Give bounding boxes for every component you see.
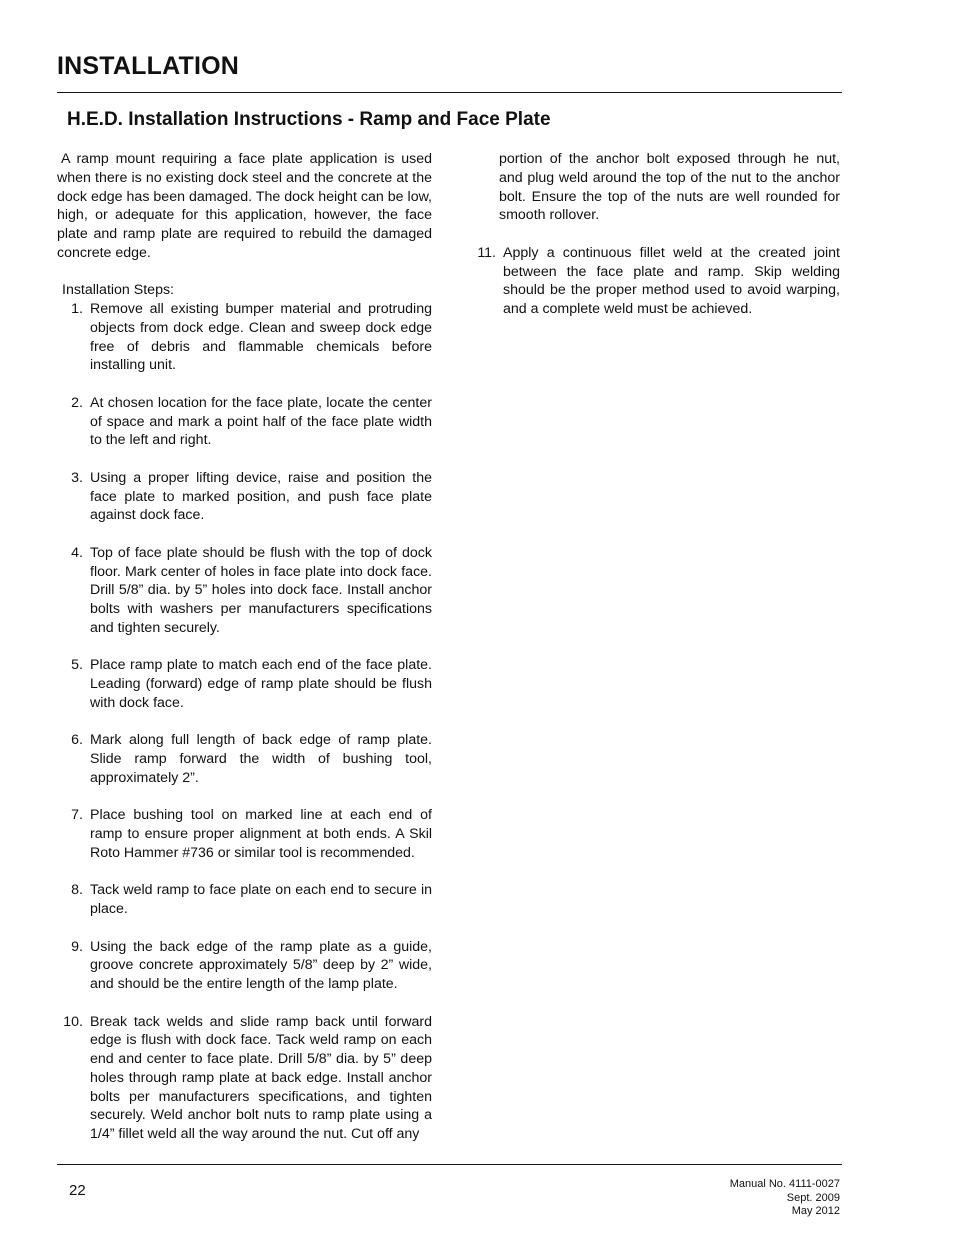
- step-text: Tack weld ramp to face plate on each end to secure in place.: [90, 882, 432, 917]
- step-text: Mark along full length of back edge of ramp plate. Slide ramp forward the width of bushing tool, approximately 2”.: [90, 732, 432, 786]
- step-5: [57, 656, 432, 712]
- step-text: Using a proper lifting device, raise and position the face plate to marked position, and push face plate against dock face.: [90, 469, 432, 524]
- step-text: Remove all existing bumper material and protruding objects from dock edge. Clean and sweep dock edge free of debris and flammable chemicals before installing unit.: [90, 301, 432, 374]
- step-3: [57, 469, 432, 525]
- step-number: 3.: [71, 469, 83, 486]
- step-1: [57, 300, 432, 375]
- step-number: 8.: [71, 882, 83, 899]
- step-text: At chosen location for the face plate, locate the center of space and mark a point half of the face plate width to the left and right.: [90, 394, 432, 449]
- step-number: 9.: [71, 938, 83, 955]
- step-2: [57, 394, 432, 450]
- step-number: 11.: [477, 244, 496, 261]
- header-divider: [57, 92, 842, 93]
- step-8: [57, 881, 432, 919]
- step-text: Apply a continuous fillet weld at the created joint between the face plate and ramp. Skip welding should be the proper method used to avoid warping, and a complete weld must be achieved.: [503, 244, 840, 317]
- step-4: [57, 544, 432, 638]
- step-number: 2.: [71, 394, 83, 411]
- revision-date: May 2012: [791, 1205, 840, 1217]
- step-text: Using the back edge of the ramp plate as a guide, groove concrete approximately 5/8” deep by 2” wide, and should be the entire length of the lamp plate.: [90, 938, 432, 992]
- step-10-continued: portion of the anchor bolt exposed through he nut, and plug weld around the top of the nut to the anchor bolt. Ensure the top of the nuts are well rounded for smooth rollover.: [499, 151, 840, 224]
- step-text: Place bushing tool on marked line at each end of ramp to ensure proper alignment at both ends. A Skil Roto Hammer #736 or similar tool is recommended.: [90, 807, 432, 861]
- left-column: [57, 150, 432, 1163]
- intro-paragraph: A ramp mount requiring a face plate application is used when there is no existing dock steel and the concrete at the dock edge has been damaged. The dock height can be low, high, or adequate for this application, however, the face plate and ramp plate are required to rebuild the damaged concrete edge.: [57, 151, 432, 261]
- step-number: 1.: [71, 301, 83, 317]
- step-text: Break tack welds and slide ramp back until forward edge is flush with dock face. Tack weld ramp on each end and center to face plate. Drill 5/8” dia. by 5” deep holes through ramp plate at back edge. Install anchor bolts per manufacturers specifications, and tighten securely. Weld anchor bolt nuts to ramp plate using a 1/4” fillet weld all the way around the nut. Cut off any: [90, 1013, 432, 1142]
- step-number: 4.: [71, 544, 83, 561]
- steps-heading: Installation Steps:: [62, 282, 174, 299]
- manual-number: Manual No. 4111-0027: [729, 1178, 840, 1190]
- step-9: [57, 938, 432, 994]
- step-11: [470, 244, 840, 319]
- step-number: 6.: [71, 732, 83, 749]
- page-title: INSTALLATION: [57, 52, 240, 80]
- manual-info: [730, 1178, 840, 1219]
- step-10: [57, 1013, 432, 1144]
- step-6: [57, 731, 432, 787]
- step-number: 7.: [71, 807, 83, 824]
- right-column: [470, 150, 840, 338]
- step-text: Place ramp plate to match each end of the face plate. Leading (forward) edge of ramp plate should be flush with dock face.: [90, 657, 432, 711]
- section-title: H.E.D. Installation Instructions - Ramp and Face Plate: [67, 109, 551, 130]
- footer-divider: [57, 1164, 842, 1165]
- step-number: 5.: [71, 657, 83, 674]
- page-number: 22: [69, 1182, 86, 1199]
- step-number: 10.: [63, 1013, 83, 1030]
- step-text: Top of face plate should be flush with the top of dock floor. Mark center of holes in face plate into dock face. Drill 5/8” dia. by 5” holes into dock face. Install anchor bolts with washers per manufacturers specifications and tighten securely.: [90, 544, 432, 636]
- step-7: [57, 806, 432, 862]
- revision-date: Sept. 2009: [786, 1191, 840, 1204]
